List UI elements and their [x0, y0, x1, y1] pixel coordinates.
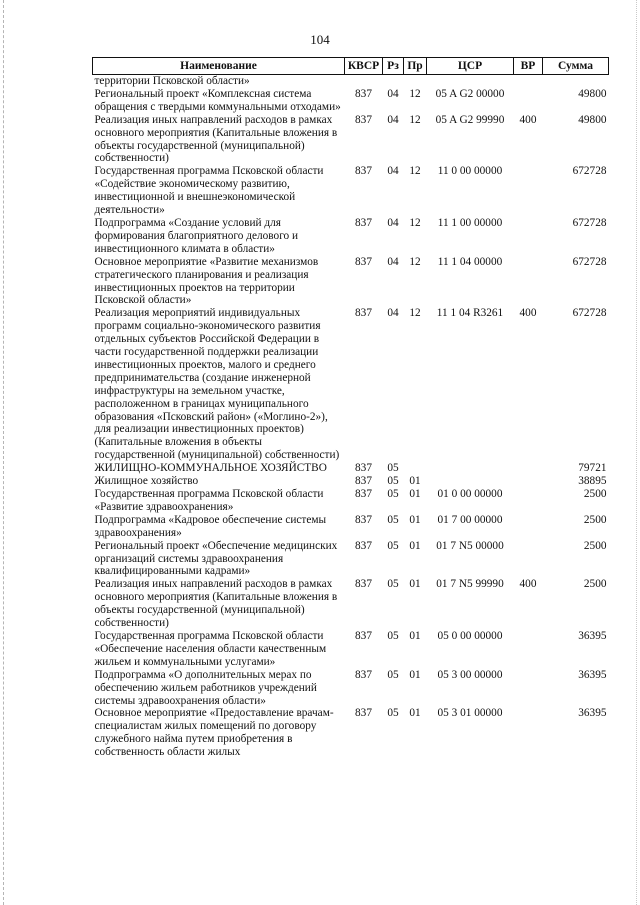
row-csr — [427, 462, 514, 475]
table-row — [93, 475, 609, 488]
row-vr: 400 — [519, 307, 537, 320]
row-pr: 12 — [409, 165, 421, 178]
row-pr: 01 — [409, 578, 421, 591]
row-csr: 11 1 04 R3261 — [436, 307, 504, 320]
row-kvsr: 837 — [355, 668, 372, 681]
row-name: Реализация иных направлений расходов в рамках основного мероприятия (Капитальные вложения в объекты государственной (муниципальной) собственности) — [94, 578, 338, 630]
row-rz: 05 — [387, 488, 399, 500]
row-pr: 12 — [409, 87, 421, 100]
row-name: ЖИЛИЩНО-КОММУНАЛЬНОЕ ХОЗЯЙСТВО — [94, 462, 327, 475]
table-row — [93, 217, 609, 256]
row-name: Региональный проект «Комплексная система обращения с твердыми коммунальными отходами» — [94, 87, 341, 113]
row-csr — [427, 475, 514, 488]
row-vr — [514, 256, 543, 308]
row-rz: 05 — [387, 475, 399, 488]
row-rz — [383, 75, 404, 88]
row-kvsr: 837 — [355, 475, 372, 488]
row-rz: 05 — [387, 668, 399, 681]
row-sum: 38895 — [578, 475, 607, 488]
row-sum: 672728 — [572, 165, 607, 178]
row-vr: 400 — [519, 578, 537, 591]
row-pr: 12 — [409, 113, 421, 126]
row-vr — [514, 540, 543, 579]
row-name: Региональный проект «Обеспечение медицинских организаций системы здравоохранения квалифицированными кадрами» — [94, 539, 338, 578]
column-header-sum: Сумма — [543, 58, 609, 75]
column-header-name: Наименование — [93, 58, 345, 75]
row-kvsr — [345, 75, 383, 88]
row-vr — [514, 75, 543, 88]
row-sum: 36395 — [578, 707, 607, 720]
row-rz: 05 — [387, 462, 399, 475]
row-name: Подпрограмма «Кадровое обеспечение системы здравоохранения» — [94, 513, 327, 539]
table-row — [93, 630, 609, 669]
table-row — [93, 256, 609, 308]
row-kvsr: 837 — [355, 307, 372, 320]
column-header-pr: Пр — [404, 58, 427, 75]
row-sum: 672728 — [572, 307, 607, 320]
row-vr — [514, 630, 543, 669]
row-kvsr: 837 — [355, 216, 372, 229]
row-kvsr: 837 — [355, 629, 372, 642]
row-pr: 12 — [409, 216, 421, 229]
row-rz: 04 — [387, 113, 399, 126]
row-kvsr: 837 — [355, 578, 372, 591]
table-row — [93, 707, 609, 759]
row-pr: 01 — [409, 488, 421, 500]
row-pr: 12 — [409, 255, 421, 268]
row-rz: 05 — [387, 707, 399, 720]
row-sum: 79721 — [578, 462, 607, 475]
row-vr — [514, 669, 543, 708]
table-header-row — [93, 58, 609, 75]
row-sum: 49800 — [578, 113, 607, 126]
row-sum: 36395 — [578, 668, 607, 681]
row-name: Основное мероприятие «Предоставление врачам-специалистам жилых помещений по договору служебного найма путем приобретения в собственность области жилых — [94, 707, 334, 759]
row-kvsr: 837 — [355, 165, 372, 178]
row-name: Основное мероприятие «Развитие механизмов стратегического планирования и реализация инвестиционных проектов на территории Псковской области» — [94, 255, 319, 307]
column-header-kvsr: КВСР — [345, 58, 383, 75]
row-kvsr: 837 — [355, 707, 372, 720]
row-name: Государственная программа Псковской области «Содействие экономическому развитию, инвестиционной и внешнеэкономической деятельности» — [94, 165, 324, 217]
row-csr: 01 7 N5 99990 — [436, 578, 504, 591]
row-csr — [427, 75, 514, 88]
table-row — [93, 669, 609, 708]
row-vr — [514, 165, 543, 217]
row-sum: 672728 — [572, 216, 607, 229]
row-name: Подпрограмма «Создание условий для формирования благоприятного делового и инвестиционного климата в области» — [94, 216, 299, 255]
row-sum: 2500 — [583, 488, 607, 500]
row-kvsr: 837 — [355, 462, 372, 475]
scan-edge-left — [3, 0, 5, 905]
row-rz: 05 — [387, 513, 399, 526]
row-csr: 11 0 00 00000 — [437, 165, 503, 178]
row-vr — [514, 514, 543, 540]
table-row — [93, 75, 609, 88]
row-pr: 01 — [409, 629, 421, 642]
row-pr — [404, 462, 427, 475]
row-kvsr: 837 — [355, 113, 372, 126]
row-csr: 05 3 00 00000 — [437, 668, 503, 681]
row-vr — [514, 217, 543, 256]
table-row — [93, 514, 609, 540]
row-kvsr: 837 — [355, 539, 372, 552]
column-header-rz: Рз — [383, 58, 404, 75]
row-rz: 04 — [387, 216, 399, 229]
row-csr: 11 1 00 00000 — [437, 216, 503, 229]
row-pr: 01 — [409, 513, 421, 526]
page-number: 104 — [310, 32, 330, 47]
row-kvsr: 837 — [355, 488, 372, 500]
row-name: Реализация иных направлений расходов в рамках основного мероприятия (Капитальные вложения в объекты государственной (муниципальной) собственности) — [94, 113, 338, 165]
row-csr: 05 A G2 00000 — [435, 87, 505, 100]
row-sum: 2500 — [583, 513, 607, 526]
row-rz: 05 — [387, 578, 399, 591]
row-name: Реализация мероприятий индивидуальных программ социально-экономического развития отдельных субъектов Российской Федерации в части государственной поддержки реализации инвестиционных проектов, малого и среднего предпринимательства (создание инженерной инфраструктуры на земельном участке, расположенном в границах муниципального образования «Псковский район» («Моглино-2»), для реализации инвестиционных проектов) (Капитальные вложения в объекты государственной (муниципальной) собственности) — [94, 307, 340, 462]
row-pr: 01 — [409, 707, 421, 720]
row-vr — [514, 707, 543, 759]
row-csr: 01 7 00 00000 — [437, 513, 503, 526]
row-rz: 04 — [387, 307, 399, 320]
row-kvsr: 837 — [355, 513, 372, 526]
column-header-csr: ЦСР — [427, 58, 514, 75]
row-pr: 12 — [409, 307, 421, 320]
scan-edge-right — [636, 0, 638, 905]
row-sum: 2500 — [583, 578, 607, 591]
row-csr: 05 0 00 00000 — [437, 629, 503, 642]
row-sum: 672728 — [572, 255, 607, 268]
row-pr — [404, 75, 427, 88]
table-row — [93, 540, 609, 579]
row-name: территории Псковской области» — [94, 75, 250, 87]
row-vr: 400 — [519, 113, 537, 126]
row-rz: 05 — [387, 629, 399, 642]
row-sum — [543, 75, 609, 88]
row-csr: 05 A G2 99990 — [435, 113, 505, 126]
row-sum: 49800 — [578, 87, 607, 100]
column-header-vr: ВР — [514, 58, 543, 75]
budget-table — [92, 57, 609, 759]
row-name: Подпрограмма «О дополнительных мерах по обеспечению жильем работников учреждений системы здравоохранения области» — [94, 668, 317, 707]
row-pr: 01 — [409, 668, 421, 681]
row-name: Государственная программа Псковской области «Развитие здравоохранения» — [94, 488, 324, 513]
row-rz: 04 — [387, 255, 399, 268]
table-row — [93, 307, 609, 462]
table-row — [93, 114, 609, 166]
row-vr — [514, 88, 543, 114]
row-csr: 11 1 04 00000 — [437, 255, 503, 268]
row-name: Государственная программа Псковской области «Обеспечение населения области качественным жильем и коммунальными услугами» — [94, 629, 327, 668]
row-vr — [514, 475, 543, 488]
row-csr: 01 0 00 00000 — [437, 488, 503, 500]
row-vr — [514, 488, 543, 514]
row-pr: 01 — [409, 475, 421, 488]
row-csr: 01 7 N5 00000 — [436, 539, 504, 552]
row-rz: 04 — [387, 87, 399, 100]
row-kvsr: 837 — [355, 255, 372, 268]
row-rz: 05 — [387, 539, 399, 552]
table-row — [93, 488, 609, 514]
table-row — [93, 165, 609, 217]
row-sum: 2500 — [583, 539, 607, 552]
table-row — [93, 88, 609, 114]
table-row — [93, 578, 609, 630]
row-name: Жилищное хозяйство — [94, 475, 199, 488]
row-pr: 01 — [409, 539, 421, 552]
row-vr — [514, 462, 543, 475]
table-row — [93, 462, 609, 475]
row-csr: 05 3 01 00000 — [437, 707, 503, 720]
row-kvsr: 837 — [355, 87, 372, 100]
row-sum: 36395 — [578, 629, 607, 642]
row-rz: 04 — [387, 165, 399, 178]
